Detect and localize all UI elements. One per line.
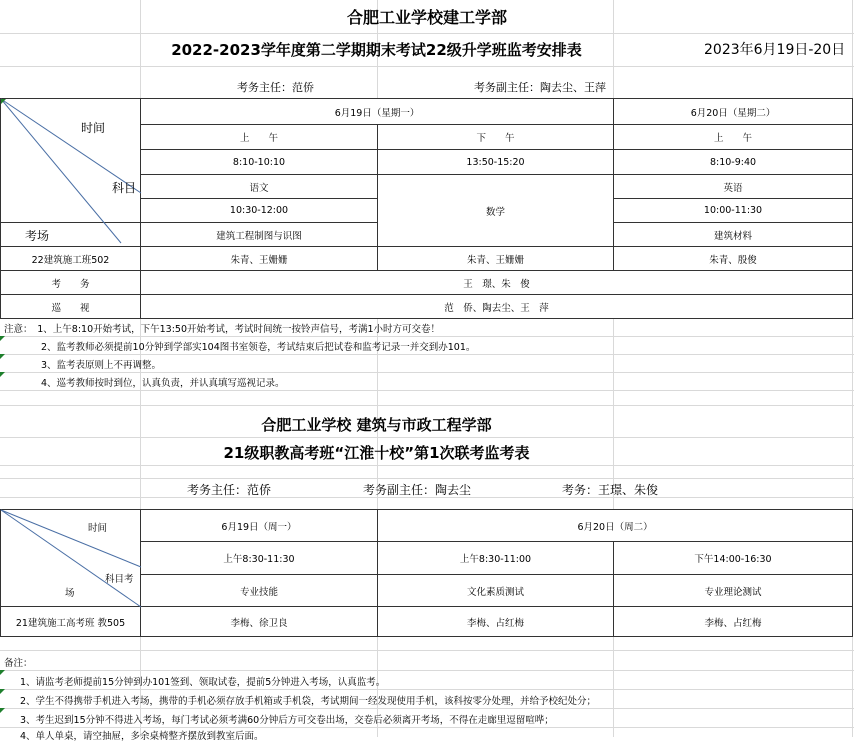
day-header-tuesday-2: 6月20日（周二） [378, 510, 853, 542]
gridline [0, 670, 854, 671]
subject-tue-am-1: 英语 [614, 175, 853, 199]
gridline [0, 390, 854, 391]
date-range: 2023年6月19日-20日 [704, 42, 846, 58]
invigilator-mon-am: 朱青、王姗姗 [141, 247, 378, 271]
time-tue-pm-2: 下午14:00-16:30 [614, 542, 853, 575]
cell-marker-icon [0, 354, 5, 359]
note-4: 4、巡考教师按时到位，认真负责，并认真填写巡视记录。 [41, 378, 285, 389]
patrol-label: 巡 视 [1, 295, 141, 319]
day-header-monday: 6月19日（星期一） [141, 99, 614, 125]
gridline [0, 336, 854, 337]
affairs-2: 考务：王璟、朱俊 [562, 483, 659, 497]
invigilator-tue-am: 朱青、殷俊 [614, 247, 853, 271]
gridline [0, 650, 854, 651]
gridline [0, 465, 854, 466]
time-tue-am-2: 上午8:30-11:00 [378, 542, 614, 575]
invigilator-tue-pm-2: 李梅、占红梅 [614, 607, 853, 637]
subject-mon-2: 专业技能 [141, 575, 378, 607]
subject-tue-am-2: 建筑材料 [614, 223, 853, 247]
time-mon-2: 上午8:30-11:30 [141, 542, 378, 575]
exam-title-2: 21级职教高考班“江淮十校”第1次联考监考表 [223, 444, 530, 462]
corner-subject-label: 科目 [112, 181, 137, 195]
school-title-2: 合肥工业学校 建筑与市政工程学部 [261, 416, 492, 434]
cell-marker-icon [0, 708, 5, 713]
invigilator-mon-2: 李梅、徐卫良 [141, 607, 378, 637]
corner-time-label: 时间 [81, 121, 106, 135]
corner-header-cell-2 [1, 510, 141, 607]
subject-mon-am-1: 语文 [141, 175, 378, 199]
schedule-table-2 [0, 509, 853, 637]
note-1: 注意： 1、上午8:10开始考试，下午13:50开始考试，考试时间统一按铃声信号，考满1小时方可交卷！ [4, 324, 441, 335]
time-mon-pm: 13:50-15:20 [378, 150, 614, 175]
time-mon-am: 8:10-10:10 [141, 150, 378, 175]
affairs-value: 王 璟、朱 俊 [141, 271, 853, 295]
time-mon-am-2: 10:30-12:00 [141, 199, 378, 223]
period-mon-pm: 下 午 [378, 125, 614, 150]
note-3: 3、监考表原则上不再调整。 [41, 360, 162, 371]
gridline [0, 708, 854, 709]
note-2-1: 1、请监考老师提前15分钟到办101签到、领取试卷，提前5分钟进入考场，认真监考。 [20, 677, 386, 688]
subject-tue-pm-2: 专业理论测试 [614, 575, 853, 607]
gridline [0, 689, 854, 690]
gridline [0, 354, 854, 355]
gridline [0, 437, 854, 438]
gridline [0, 66, 854, 67]
cell-marker-icon [0, 372, 5, 377]
period-mon-am: 上 午 [141, 125, 378, 150]
diagonal-lines [1, 99, 141, 243]
exam-title: 2022-2023学年度第二学期期末考试22级升学班监考安排表 [171, 41, 582, 59]
cell-marker-icon [0, 670, 5, 675]
corner-subject-label-2: 科目考 [105, 574, 134, 585]
director-2: 考务主任：范侨 [187, 483, 272, 497]
corner-room-label-2: 场 [65, 588, 75, 599]
class-name: 22建筑施工班502 [1, 247, 141, 271]
patrol-value: 范 侨、陶去尘、王 萍 [141, 295, 853, 319]
day-header-monday-2: 6月19日（周一） [141, 510, 378, 542]
vice-director-2: 考务副主任：陶去尘 [363, 483, 472, 497]
school-title: 合肥工业学校建工学部 [346, 8, 507, 27]
notes-label: 备注： [4, 658, 33, 669]
affairs-label: 考 务 [1, 271, 141, 295]
note-2-4: 4、单人单桌，请空抽屉，多余桌椅整齐摆放到教室后面。 [20, 731, 264, 742]
subject-tue-am-2: 文化素质测试 [378, 575, 614, 607]
time-tue-am-2: 10:00-11:30 [614, 199, 853, 223]
note-2: 2、监考教师必须提前10分钟到学部实104图书室领卷，考试结束后把试卷和监考记录一并交到办101。 [41, 342, 476, 353]
invigilator-tue-am-2: 李梅、占红梅 [378, 607, 614, 637]
gridline [0, 372, 854, 373]
note-2-2: 2、学生不得携带手机进入考场，携带的手机必须存放手机箱或手机袋，考试期间一经发现使用手机，该科按零分处理，并给予校纪处分； [20, 696, 597, 707]
cell-marker-icon [0, 336, 5, 341]
gridline [0, 33, 854, 34]
time-tue-am: 8:10-9:40 [614, 150, 853, 175]
class-name-2: 21建筑施工高考班 教505 [1, 607, 141, 637]
corner-room-label: 考场 [25, 229, 50, 243]
schedule-table-1 [0, 98, 853, 319]
gridline [0, 405, 854, 406]
cell-marker-icon [0, 689, 5, 694]
gridline [0, 478, 854, 479]
director: 考务主任：范侨 [237, 81, 314, 94]
note-2-3: 3、考生迟到15分钟不得进入考场，每门考试必须考满60分钟后方可交卷出场，交卷后必须离开考场，不得在走廊里逗留喧哗； [20, 715, 554, 726]
subject-mon-am-2: 建筑工程制图与识图 [141, 223, 378, 247]
day-header-tuesday: 6月20日（星期二） [614, 99, 853, 125]
invigilator-mon-pm: 朱青、王姗姗 [378, 247, 614, 271]
corner-header-cell [1, 99, 141, 243]
vice-director: 考务副主任：陶去尘、王萍 [474, 81, 606, 94]
period-tue-am: 上 午 [614, 125, 853, 150]
subject-mon-pm: 数学 [378, 175, 614, 247]
cell-marker-icon [1, 99, 6, 104]
corner-time-label-2: 时间 [88, 523, 108, 534]
